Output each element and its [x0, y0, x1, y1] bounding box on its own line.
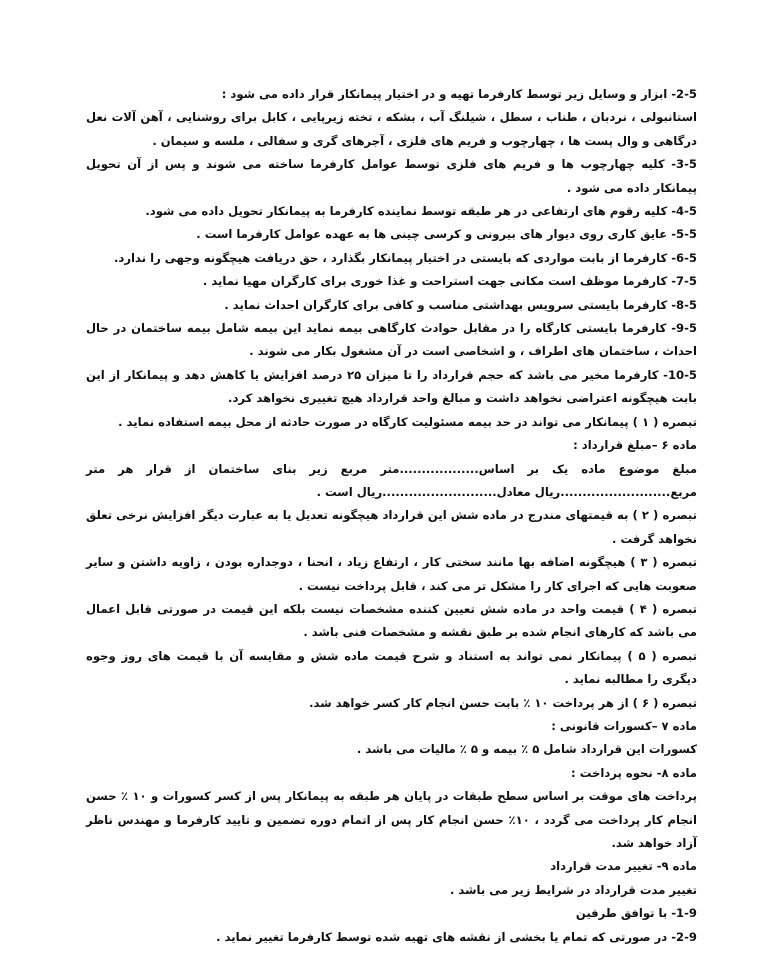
note-1: تبصره ( ۱ ) پیمانکار می تواند در حد بیمه مسئولیت کارگاه در صورت حادثه از محل بیمه استفاده نماید .	[118, 414, 697, 429]
note-5: تبصره ( ۵ ) پیمانکار نمی تواند به استناد و شرح قیمت ماده شش و مقایسه آن با قیمت های روز وجوه دیگری را مطالبه نماید .	[86, 648, 697, 687]
clause-5-5: 5-5- عایق کاری روی دیوار های بیرونی و کرسی چینی ها به عهده عوامل کارفرما است .	[196, 227, 697, 242]
clause-5-2: 2-5- ابزار و وسایل زیر توسط کارفرما تهیه و در اختیار پیمانکار قرار داده می شود :	[221, 87, 697, 101]
article-6-heading: ماده ۶ –مبلغ قرارداد :	[573, 438, 697, 453]
note-3: تبصره ( ۳ ) هیچگونه اضافه بها مانند سختی کار ، ارتفاع زیاد ، انحنا ، دوجداره بودن ، زاویه داشتن و سایر صعوبت هایی که اجرای کار را مشکل تر می کند ، قابل پرداخت نیست .	[86, 555, 698, 593]
note-6: تبصره ( ۶ ) از هر پرداخت ۱۰ ٪ بابت حسن انجام کار کسر خواهد شد.	[309, 695, 697, 710]
clause-5-4: 4-5- کلیه رقوم های ارتفاعی در هر طبقه توسط نماینده کارفرما به پیمانکار تحویل داده می شود.	[145, 204, 697, 219]
article-8-body: پرداخت های موقت بر اساس سطح طبقات در پایان هر طبقه به پیمانکار پس از کسر کسورات و ۱۰ ٪ حسن انجام کار پرداخت می گردد ، ۱۰٪ حسن انجام کار پس از اتمام دوره تضمین و تایید کارفرما و مهندس ناظر آزاد خواهد شد.	[86, 789, 698, 850]
clause-5-7: 7-5- کارفرما موظف است مکانی جهت استراحت و غذا خوری برای کارگران مهیا نماید .	[202, 274, 697, 289]
article-9-intro: تغییر مدت قرارداد در شرایط زیر می باشد .	[449, 882, 697, 897]
clause-5-2-items: استانبولی ، نردبان ، طناب ، سطل ، شیلنگ آب ، بشکه ، تخته زیرپایی ، کابل برای روشنایی ، آهن آلات نعل درگاهی و وال پست ها ، چهارچوب و فریم های فلزی ، آجرهای گری و سفالی ، ملسه و سیمان .	[86, 110, 697, 148]
clause-5-6: 6-5- کارفرما از بابت مواردی که بایستی در اختیار پیمانکار بگذارد ، حق دریافت هیچگونه وجهی را ندارد.	[114, 250, 697, 265]
clause-5-10: 10-5- کارفرما مخیر می باشد که حجم قرارداد را تا میزان ۲۵ درصد افزایش یا کاهش دهد و پیمانکار از این بابت هیچگونه اعتراضی نخواهد داشت و مبالغ واحد قرارداد هیچ تغییری نخواهد کرد.	[86, 367, 697, 406]
clause-5-8: 8-5- کارفرما بایستی سرویس بهداشتی مناسب و کافی برای کارگران احداث نماید .	[224, 297, 697, 312]
article-9-heading: ماده ۹- تغییر مدت قرارداد	[550, 859, 697, 874]
clause-9-2: 2-9- در صورتی که تمام یا بخشی از نقشه های تهیه شده توسط کارفرما تغییر نماید .	[216, 929, 697, 944]
note-4: تبصره ( ۴ ) قیمت واحد در ماده شش تعیین کننده مشخصات نیست بلکه این قیمت در صورتی قابل اعمال می باشد که کارهای انجام شده بر طبق نقشه و مشخصات فنی باشد .	[86, 601, 698, 640]
article-8-heading: ماده ۸- نحوه پرداخت :	[571, 765, 697, 780]
article-7-heading: ماده ۷ –کسورات قانونی :	[551, 718, 697, 733]
document-body	[86, 83, 697, 949]
clause-9-1: 1-9- با توافق طرفین	[575, 906, 697, 921]
article-7-body: کسورات این قرارداد شامل ۵ ٪ بیمه و ۵ ٪ مالیات می باشد .	[356, 742, 697, 757]
clause-5-9: 9-5- کارفرما بایستی کارگاه را در مقابل حوادث کارگاهی بیمه نماید این بیمه شامل بیمه ساختمان در حال احداث ، ساختمان های اطراف ، و اشخاصی است در آن مشغول بکار می شوند .	[86, 321, 697, 359]
note-2: تبصره ( ۲ ) به قیمتهای مندرج در ماده شش این قرارداد هیچگونه تعدیل یا به عبارت دیگر افزایش نرخی تعلق نخواهد گرفت .	[86, 508, 698, 546]
article-6-amount: مبلغ موضوع ماده یک بر اساس..................متر مربع زیر بنای ساختمان از قرار هر متر مربع.........................ریال معادل..........................ریال است .	[86, 461, 697, 499]
clause-5-3: 3-5- کلیه چهارچوب ها و فریم های فلزی توسط عوامل کارفرما ساخته می شوند و پس از آن تحویل پیمانکار داده می شود .	[86, 157, 697, 195]
